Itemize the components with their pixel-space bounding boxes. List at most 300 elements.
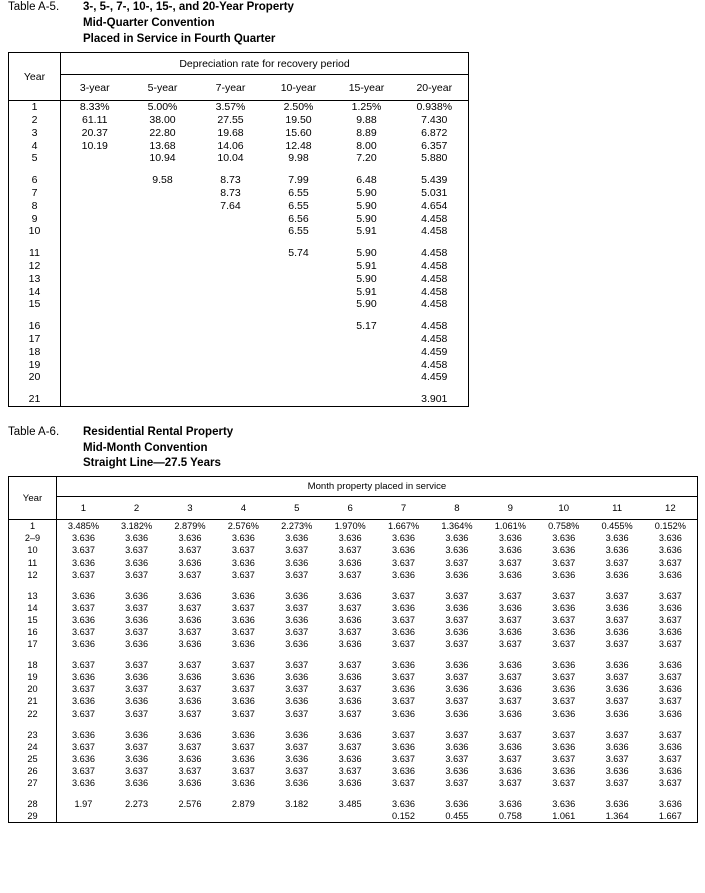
table-a6-data-cell: 3.636 <box>178 753 202 764</box>
table-a6-data-cell: 1.061 <box>552 811 576 822</box>
table-a6-data-cell: 3.636 <box>498 569 522 580</box>
table-row <box>9 708 698 720</box>
table-a5-data-cell: 5.031 <box>421 187 448 200</box>
table-a6-data-cell: 3.636 <box>498 741 522 752</box>
table-a6-row-gap-cell <box>57 581 110 590</box>
table-a6-data-cell: 3.636 <box>658 602 682 613</box>
table-a5-data-cell <box>197 298 265 311</box>
table-a6-data-cell: 3.636 <box>552 741 576 752</box>
table-a6-data-cell: 3.636 <box>498 626 522 637</box>
table-a6-row-gap-cell <box>57 720 110 729</box>
table-a6-data-cell: 3.637 <box>231 545 255 556</box>
table-a6-data-cell: 3.636 <box>285 557 309 568</box>
table-a6-data-cell: 3.636 <box>605 708 629 719</box>
table-a6-data-cell: 3.636 <box>125 533 149 544</box>
table-a6-data-cell: 3.636 <box>605 569 629 580</box>
table-a6-data-cell: 0.152% <box>654 521 686 532</box>
table-a6-data-cell: 3.637 <box>605 557 629 568</box>
table-a6-row-gap-year <box>9 789 57 798</box>
table-a6-data-cell: 3.636 <box>178 590 202 601</box>
table-a6-year-cell: 21 <box>9 695 57 707</box>
table-a5-row-gap-cell <box>61 311 129 320</box>
table-a6-data-cell: 3.637 <box>445 672 469 683</box>
table-a5-row-gap-cell <box>197 311 265 320</box>
table-a6-data-cell: 3.636 <box>658 765 682 776</box>
table-a6-span-header: Month property placed in service <box>57 477 698 497</box>
table-a5-row-gap-cell <box>401 165 469 174</box>
table-a6-data-cell: 3.637 <box>71 708 95 719</box>
table-a5-data-cell: 8.89 <box>356 126 377 139</box>
table-a6-data-cell: 3.636 <box>178 533 202 544</box>
table-a6-data-cell: 3.637 <box>178 765 202 776</box>
table-a5-year-cell: 12 <box>9 260 61 273</box>
table-a6-data-cell: 3.636 <box>445 765 469 776</box>
table-a5-col-header-20-year: 20-year <box>401 75 469 101</box>
table-a5-data-cell: 5.90 <box>356 247 377 260</box>
table-a6-data-cell: 3.636 <box>392 708 416 719</box>
table-a5-data-cell: 8.73 <box>220 187 241 200</box>
table-a5-data-cell: 4.458 <box>421 212 448 225</box>
table-a6-data-cell: 3.637 <box>71 660 95 671</box>
table-row <box>9 286 469 299</box>
table-a5-col-header-10-year: 10-year <box>265 75 333 101</box>
table-a6-data-cell: 3.636 <box>231 557 255 568</box>
table-row <box>9 798 698 810</box>
table-a5-data-cell <box>61 273 129 286</box>
table-a6-data-cell: 1.970% <box>334 521 366 532</box>
table-a6-data-cell: 3.637 <box>285 602 309 613</box>
table-a6-data-cell: 3.637 <box>178 626 202 637</box>
table-a6-data-cell: 3.636 <box>498 533 522 544</box>
table-a6-year-cell: 25 <box>9 753 57 765</box>
table-a6-data-cell: 3.636 <box>338 590 362 601</box>
table-a6-data-cell: 3.636 <box>178 778 202 789</box>
table-a6-data-cell: 3.636 <box>392 660 416 671</box>
table-row <box>9 590 698 602</box>
table-a6-data-cell: 3.637 <box>552 672 576 683</box>
table-a6-data-cell: 3.636 <box>445 545 469 556</box>
table-a6-data-cell: 3.637 <box>178 684 202 695</box>
table-a5-data-cell <box>61 247 129 260</box>
table-a6-data-cell: 3.637 <box>125 660 149 671</box>
table-a6-year-cell: 16 <box>9 626 57 638</box>
table-a5-data-cell <box>61 286 129 299</box>
table-a6-data-cell: 3.637 <box>125 626 149 637</box>
table-a5-row-gap-cell <box>197 384 265 393</box>
table-row <box>9 213 469 226</box>
table-a6-data-cell: 3.636 <box>658 684 682 695</box>
table-row <box>9 695 698 707</box>
table-a6-title-line-2: Mid-Month Convention <box>83 441 208 454</box>
table-a6-data-cell: 3.637 <box>231 741 255 752</box>
table-a6-data-cell: 3.636 <box>285 753 309 764</box>
table-a6-data-cell: 3.636 <box>231 533 255 544</box>
table-a6-data-cell: 3.636 <box>125 729 149 740</box>
table-a5-data-cell: 12.48 <box>285 139 312 152</box>
table-a6-data-cell: 3.636 <box>338 533 362 544</box>
table-a6-year-cell: 24 <box>9 741 57 753</box>
table-a5-data-cell: 22.80 <box>149 126 176 139</box>
table-a5-year-cell: 5 <box>9 152 61 165</box>
table-a6-data-cell: 3.636 <box>498 799 522 810</box>
table-a6-data-cell: 3.637 <box>338 765 362 776</box>
table-a6-data-cell: 3.637 <box>658 729 682 740</box>
table-a5-row-gap-cell <box>61 384 129 393</box>
table-a5-data-cell <box>333 359 401 372</box>
table-a6-data-cell: 3.637 <box>71 684 95 695</box>
table-a6-row-gap-cell <box>537 789 590 798</box>
table-a6-data-cell: 3.637 <box>445 639 469 650</box>
table-a6-row-gap-cell <box>323 581 376 590</box>
table-a6-data-cell: 3.636 <box>285 639 309 650</box>
table-a6-data-cell: 3.636 <box>552 569 576 580</box>
table-a6-row-gap-cell <box>484 581 537 590</box>
table-a5-data-cell <box>265 346 333 359</box>
table-a5-year-cell: 20 <box>9 371 61 384</box>
table-a6-year-cell: 26 <box>9 765 57 777</box>
table-a6-data-cell: 3.637 <box>285 708 309 719</box>
table-a5 <box>8 52 469 407</box>
table-a6-data-cell: 3.637 <box>392 590 416 601</box>
table-a5-row-gap <box>9 165 469 174</box>
table-a6-data-cell: 3.636 <box>498 602 522 613</box>
table-a6-data-cell: 3.637 <box>178 569 202 580</box>
table-a5-data-cell <box>197 393 265 406</box>
table-row <box>9 114 469 127</box>
table-a6-year-cell: 12 <box>9 569 57 581</box>
table-a6-data-cell: 3.637 <box>178 660 202 671</box>
table-a6-data-cell: 3.636 <box>231 614 255 625</box>
table-a6-data-cell: 3.636 <box>392 569 416 580</box>
table-a6-data-cell: 3.637 <box>605 753 629 764</box>
table-a6-row-gap-cell <box>163 720 216 729</box>
table-a5-year-cell: 14 <box>9 286 61 299</box>
table-a5-col-header-7-year: 7-year <box>197 75 265 101</box>
table-a6-data-cell: 3.637 <box>445 696 469 707</box>
table-a5-span-header: Depreciation rate for recovery period <box>61 53 469 75</box>
table-a6-data-cell: 3.636 <box>498 545 522 556</box>
table-a6-data-cell: 3.637 <box>392 672 416 683</box>
table-a5-head <box>9 53 469 101</box>
table-a6-data-cell: 3.636 <box>338 753 362 764</box>
table-a6-row-gap-cell <box>430 789 483 798</box>
table-a6-data-cell: 3.636 <box>338 639 362 650</box>
table-a5-year-cell: 11 <box>9 247 61 260</box>
table-row <box>9 371 469 384</box>
table-a6-data-cell: 3.636 <box>71 672 95 683</box>
table-a6-row-gap-cell <box>163 581 216 590</box>
table-a6-data-cell: 2.576% <box>227 521 259 532</box>
table-a5-data-cell: 4.654 <box>421 199 448 212</box>
table-a6-data-cell: 3.636 <box>552 684 576 695</box>
table-a6-row-gap-cell <box>537 650 590 659</box>
table-row <box>9 152 469 165</box>
table-a6-data-cell: 3.636 <box>71 729 95 740</box>
table-a6-data-cell: 3.637 <box>125 741 149 752</box>
table-a5-row-gap-cell <box>401 238 469 247</box>
table-a5-data-cell <box>265 359 333 372</box>
table-a6-data-cell: 3.637 <box>231 684 255 695</box>
table-a6-data-cell: 3.636 <box>445 799 469 810</box>
table-a5-data-cell <box>129 333 197 346</box>
table-a5-row-gap-cell <box>197 165 265 174</box>
table-a5-data-cell: 8.00 <box>356 139 377 152</box>
table-a6-data-cell: 3.636 <box>392 741 416 752</box>
table-a6-data-cell: 3.637 <box>392 753 416 764</box>
table-a6-data-cell: 3.636 <box>178 639 202 650</box>
table-a6-col-header-month-1: 1 <box>57 497 110 520</box>
table-a6-data-cell: 3.637 <box>338 602 362 613</box>
table-row <box>9 333 469 346</box>
table-a5-data-cell <box>129 213 197 226</box>
table-a5-data-cell <box>129 247 197 260</box>
table-row <box>9 544 698 556</box>
table-a6-data-cell: 3.637 <box>125 545 149 556</box>
table-a6-row-gap <box>9 650 698 659</box>
table-a6-data-cell: 3.636 <box>178 729 202 740</box>
table-a6-header-row-cols <box>9 497 698 520</box>
table-a5-data-cell: 6.55 <box>288 225 309 238</box>
table-a6-data-cell <box>270 810 323 823</box>
table-a6-data-cell: 3.636 <box>231 590 255 601</box>
table-a5-data-cell: 5.91 <box>356 260 377 273</box>
table-a6-data-cell: 3.636 <box>392 626 416 637</box>
table-a6-data-cell: 3.637 <box>445 557 469 568</box>
table-a6-data-cell: 3.636 <box>285 672 309 683</box>
table-a6-row-gap-year <box>9 650 57 659</box>
table-a6-data-cell: 3.637 <box>71 765 95 776</box>
table-a6-col-header-month-10: 10 <box>537 497 590 520</box>
table-a6-data-cell: 3.182% <box>121 521 153 532</box>
table-row <box>9 765 698 777</box>
table-a6-data-cell: 3.637 <box>285 626 309 637</box>
table-a5-data-cell: 0.938% <box>416 101 453 114</box>
table-a5-year-cell: 8 <box>9 200 61 213</box>
table-a5-year-cell: 16 <box>9 320 61 333</box>
table-row <box>9 187 469 200</box>
table-a5-year-cell: 17 <box>9 333 61 346</box>
table-a6-year-cell: 19 <box>9 671 57 683</box>
table-row <box>9 298 469 311</box>
table-a6-year-cell: 22 <box>9 708 57 720</box>
table-a6-col-header-month-8: 8 <box>430 497 483 520</box>
table-a5-data-cell <box>61 213 129 226</box>
table-a6-data-cell: 3.636 <box>605 765 629 776</box>
table-a6-data-cell: 3.636 <box>605 684 629 695</box>
table-a5-data-cell <box>129 225 197 238</box>
table-a5-data-cell <box>197 260 265 273</box>
table-a6-data-cell: 3.637 <box>392 557 416 568</box>
table-a6-title-line-3: Straight Line—27.5 Years <box>83 457 221 470</box>
table-a6-data-cell: 3.636 <box>392 799 416 810</box>
table-row <box>9 127 469 140</box>
table-row <box>9 346 469 359</box>
table-a5-data-cell <box>197 371 265 384</box>
table-a5-row-gap-cell <box>61 165 129 174</box>
table-a6-row-gap-cell <box>377 720 430 729</box>
table-row <box>9 260 469 273</box>
table-a5-data-cell: 6.55 <box>288 199 309 212</box>
table-a5-header-row-span <box>9 53 469 75</box>
table-a5-data-cell: 61.11 <box>82 114 108 127</box>
table-a5-data-cell <box>197 359 265 372</box>
table-a6-row-gap-cell <box>323 720 376 729</box>
table-a5-data-cell: 6.872 <box>421 126 448 139</box>
table-a6-data-cell: 3.637 <box>498 590 522 601</box>
table-a6-row-gap-cell <box>590 581 643 590</box>
table-a6-data-cell: 3.637 <box>605 639 629 650</box>
table-a5-data-cell: 5.00% <box>147 101 178 114</box>
table-a6-data-cell: 3.636 <box>605 533 629 544</box>
table-a6-data-cell: 3.636 <box>125 672 149 683</box>
table-a6-row-gap-cell <box>644 650 698 659</box>
table-a6-data-cell: 3.636 <box>605 626 629 637</box>
table-a5-year-cell: 4 <box>9 140 61 153</box>
table-a6-row-gap-cell <box>644 581 698 590</box>
table-a6-data-cell: 3.637 <box>605 778 629 789</box>
table-a5-data-cell <box>265 298 333 311</box>
table-a6-data-cell: 3.637 <box>231 626 255 637</box>
table-a5-col-header-3-year: 3-year <box>61 75 129 101</box>
table-a5-data-cell <box>197 346 265 359</box>
table-a5-data-cell: 7.430 <box>421 114 448 127</box>
table-a5-data-cell <box>61 174 129 187</box>
table-a5-data-cell <box>61 260 129 273</box>
table-a6-data-cell: 3.637 <box>498 557 522 568</box>
table-a6-data-cell: 3.637 <box>552 753 576 764</box>
table-a6-data-cell: 3.637 <box>285 660 309 671</box>
table-a6-row-gap-cell <box>270 650 323 659</box>
table-a5-row-gap <box>9 384 469 393</box>
table-a5-data-cell <box>333 393 401 406</box>
table-a5-data-cell: 10.94 <box>149 152 176 165</box>
table-a6-year-cell: 10 <box>9 544 57 556</box>
table-row <box>9 393 469 406</box>
table-a6-data-cell: 3.637 <box>338 569 362 580</box>
table-a6-data-cell: 3.636 <box>552 626 576 637</box>
table-row <box>9 683 698 695</box>
table-row <box>9 671 698 683</box>
table-a6-row-gap-cell <box>644 789 698 798</box>
table-a6-head <box>9 477 698 520</box>
table-a5-row-gap-cell <box>265 165 333 174</box>
table-row <box>9 174 469 187</box>
table-a6-data-cell: 3.636 <box>605 660 629 671</box>
table-a5-data-cell <box>265 260 333 273</box>
table-a6 <box>8 476 698 823</box>
table-row <box>9 273 469 286</box>
table-a6-data-cell: 3.636 <box>605 545 629 556</box>
table-a6-data-cell: 3.637 <box>552 614 576 625</box>
table-a5-row-gap-cell <box>129 384 197 393</box>
table-row <box>9 557 698 569</box>
table-a5-data-cell: 5.439 <box>421 174 448 187</box>
table-a6-wrapper <box>8 476 697 823</box>
table-a6-data-cell: 3.636 <box>71 778 95 789</box>
table-a5-data-cell <box>129 260 197 273</box>
table-a5-data-cell: 5.17 <box>356 320 377 333</box>
table-a5-row-gap-cell <box>129 165 197 174</box>
table-a6-data-cell: 3.637 <box>605 672 629 683</box>
table-a6-row-gap-year <box>9 720 57 729</box>
table-a6-data-cell: 0.758% <box>548 521 580 532</box>
table-a5-data-cell: 6.56 <box>288 212 309 225</box>
table-a6-data-cell: 3.637 <box>498 729 522 740</box>
table-a5-data-cell <box>129 200 197 213</box>
table-a6-row-gap-cell <box>270 581 323 590</box>
table-a6-data-cell: 3.637 <box>71 569 95 580</box>
table-a6-row-gap-cell <box>163 650 216 659</box>
table-a6-data-cell: 3.637 <box>552 778 576 789</box>
table-a6-data-cell: 3.636 <box>338 614 362 625</box>
table-a6-data-cell: 3.636 <box>605 741 629 752</box>
table-a5-data-cell: 4.458 <box>421 298 448 311</box>
table-a6-data-cell: 3.637 <box>338 708 362 719</box>
table-a5-wrapper <box>8 52 468 407</box>
table-a5-data-cell: 3.57% <box>215 101 246 114</box>
table-a5-data-cell: 6.48 <box>356 174 377 187</box>
table-row <box>9 602 698 614</box>
table-a6-row-gap-cell <box>430 720 483 729</box>
table-a5-data-cell <box>61 225 129 238</box>
table-a6-data-cell: 3.636 <box>392 533 416 544</box>
table-a6-data-cell: 3.637 <box>392 729 416 740</box>
table-a6-data-cell: 0.455% <box>601 521 633 532</box>
table-a6-row-gap-cell <box>110 581 163 590</box>
table-row <box>9 729 698 741</box>
table-a6-data-cell: 3.636 <box>445 741 469 752</box>
table-a6-row-gap-cell <box>217 720 270 729</box>
table-a6-data-cell: 3.636 <box>658 741 682 752</box>
table-a5-data-cell <box>197 286 265 299</box>
table-row <box>9 659 698 671</box>
table-a5-data-cell <box>197 320 265 333</box>
table-a5-data-cell <box>197 273 265 286</box>
table-a6-data-cell: 3.637 <box>178 708 202 719</box>
table-a5-data-cell: 4.458 <box>421 285 448 298</box>
table-a6-row-gap-cell <box>110 720 163 729</box>
table-a6-data-cell: 3.637 <box>125 684 149 695</box>
table-a5-data-cell <box>265 371 333 384</box>
table-a6-data-cell: 3.637 <box>338 626 362 637</box>
table-a5-year-cell: 21 <box>9 393 61 406</box>
table-a6-row-gap-cell <box>484 789 537 798</box>
table-a5-row-gap-cell <box>61 238 129 247</box>
table-a6-data-cell: 3.636 <box>552 799 576 810</box>
tables-spacer <box>0 407 705 425</box>
table-a6-data-cell: 3.637 <box>658 672 682 683</box>
table-a6-data-cell: 2.879% <box>174 521 206 532</box>
table-a5-header-row-cols <box>9 75 469 101</box>
table-a6-data-cell: 3.636 <box>658 545 682 556</box>
table-a6-data-cell: 3.182 <box>285 799 309 810</box>
table-a6-data-cell: 3.636 <box>285 533 309 544</box>
table-a5-data-cell: 5.91 <box>356 225 377 238</box>
table-a6-row-gap-cell <box>110 650 163 659</box>
table-a6-row-gap-cell <box>323 789 376 798</box>
table-a6-data-cell: 3.636 <box>392 602 416 613</box>
table-a6-data-cell: 3.637 <box>605 696 629 707</box>
table-a6-row-gap-cell <box>537 581 590 590</box>
table-a5-row-gap-cell <box>333 384 401 393</box>
table-a5-label: Table A-5. <box>8 1 60 13</box>
table-a5-data-cell <box>61 346 129 359</box>
table-a5-data-cell: 7.20 <box>356 152 377 165</box>
table-a6-row-gap-cell <box>590 650 643 659</box>
table-a5-data-cell <box>61 200 129 213</box>
table-a5-data-cell: 7.64 <box>220 199 241 212</box>
table-a6-data-cell: 3.636 <box>392 545 416 556</box>
